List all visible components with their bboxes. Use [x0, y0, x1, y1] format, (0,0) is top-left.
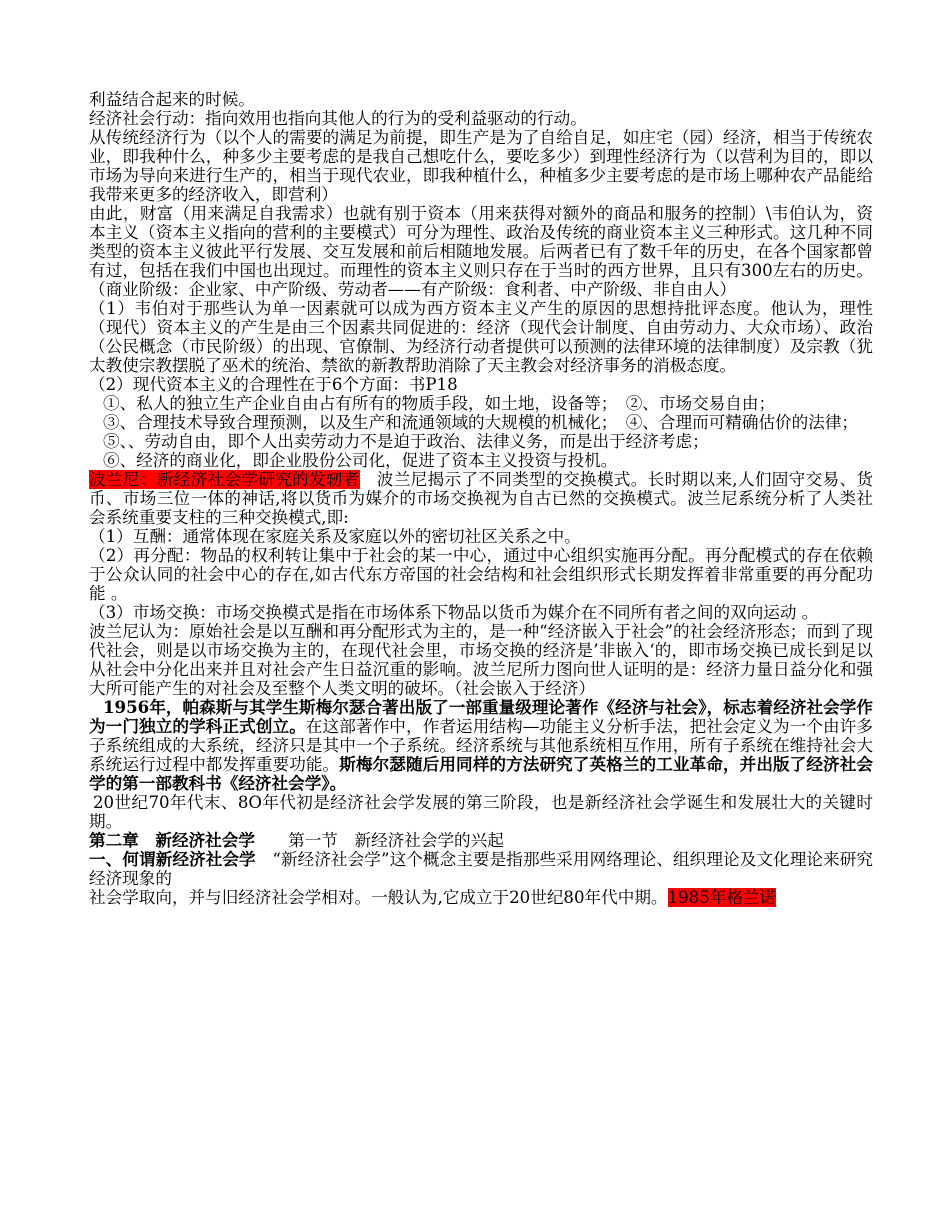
document-page — [89, 90, 873, 907]
paragraph: 经济社会行动：指向效用也指向其他人的行为的受利益驱动的行动。 — [89, 109, 587, 128]
list-item: （2）再分配：物品的权利转让集中于社会的某一中心，通过中心组织实施再分配。再分配模式的存在依赖于公众认同的社会中心的存在,如古代东方帝国的社会结构和社会组织形式长期发挥着非常重要的再分配功能 。 — [89, 546, 873, 603]
paragraph: （2）现代资本主义的合理性在于6个方面：书P18 — [89, 375, 458, 394]
list-item: ⑤、、劳动自由，即个人出卖劳动力不是迫于政治、法律义务，而是出于经济考虑； — [103, 432, 709, 451]
bold-text: 1956年，帕森斯与其学生斯梅尔瑟合著出版了一部重量级理论著作《经济与社会》，标志着经济社会学作为一门独立的学科正式创立。 — [89, 697, 873, 736]
list-item: （1）互酬：通常体现在家庭关系及家庭以外的密切社区关系之中。 — [89, 527, 581, 546]
polanyi-paragraph — [89, 470, 873, 527]
paragraph: 利益结合起来的时候。 — [89, 90, 255, 109]
polanyi-text: 波兰尼揭示了不同类型的交换模式。长时期以来,人们固守交易、货币、市场三位一体的神话,将以货币为媒介的市场交换视为自古已然的交换模式。波兰尼系统分析了人类社会系统重要支柱的三种交换模式,即: — [89, 470, 873, 527]
list-item: （3）市场交换：市场交换模式是指在市场体系下物品以货币为媒介在不同所有者之间的双向运动 。 — [89, 603, 819, 622]
text: 社会学取向，并与旧经济社会学相对。一般认为,它成立于20世纪80年代中期。 — [89, 888, 668, 907]
text: 在这部著作中，作者运用结构—功能主义分析手法，把社会定义为一个由许多子系统组成的大系统，经济只是其中一个子系统。经济系统与其他系统相互作用，所有子系统在维持社会大系统运行过程中都发挥重要功能。 — [89, 717, 873, 774]
parsons-paragraph — [89, 698, 873, 793]
list-item: ①、私人的独立生产企业自由占有所有的物质手段，如土地，设备等； ②、市场交易自由； — [103, 394, 776, 413]
paragraph: 从传统经济行为（以个人的需要的满足为前提，即生产是为了自给自足，如庄宅（园）经济，相当于传统农业，即我种什么，种多少主要考虑的是我自己想吃什么，要吃多少）到理性经济行为（以营利为目的，即以市场为导向来进行生产的，相当于现代农业，即我种植什么，种植多少主要考虑的是市场上哪种农产品能给我带来更多的经济收入，即营利） — [89, 128, 873, 204]
bold-text: 斯梅尔瑟随后用同样的方法研究了英格兰的工业革命，并出版了经济社会学的第一部教科书《经济社会学》。 — [89, 754, 874, 793]
paragraph: （1）韦伯对于那些认为单一因素就可以成为西方资本主义产生的原因的思想持批评态度。他认为，理性（现代）资本主义的产生是由三个因素共同促进的：经济（现代会计制度、自由劳动力、大众市场）、政治（公民概念（市民阶级）的出现、官僚制、为经济行动者提供可以预测的法律环境的法律制度）及宗教（犹太教使宗教摆脱了巫术的统治、禁欲的新教帮助消除了天主教会对经济事务的消极态度。 — [89, 299, 873, 375]
paragraph: 由此，财富（用来满足自我需求）也就有别于资本（用来获得对额外的商品和服务的控制）\韦伯认为，资本主义（资本主义指向的营利的主要模式）可分为理性、政治及传统的商业资本主义三种形式。这几种不同类型的资本主义彼此平行发展、交互发展和前后相随地发展。后两者已有了数千年的历史，在各个国家都曾有过，包括在我们中国也出现过。而理性的资本主义则只存在于当时的西方世界，且只有300左右的历史。（商业阶级：企业家、中产阶级、劳动者——有产阶级：食利者、中产阶级、非自由人） — [89, 204, 873, 299]
highlight: 1985年格兰诺 — [667, 888, 777, 907]
paragraph — [89, 888, 873, 907]
text: “新经济社会学”这个概念主要是指那些采用网络理论、组织理论及文化理论来研究经济现象的 — [89, 850, 874, 888]
paragraph: 20世纪70年代末、8O年代初是经济社会学发展的第三阶段，也是新经济社会学诞生和发展壮大的关键时期。 — [89, 793, 873, 831]
chapter-heading — [89, 831, 873, 850]
heading-paragraph — [89, 850, 873, 888]
list-item: ③、合理技术导致合理预测，以及生产和流通领域的大规模的机械化； ④、合理而可精确估价的法律； — [103, 413, 859, 432]
chapter-title: 第二章 新经济社会学 — [89, 830, 255, 850]
polanyi-highlight: 波兰尼：新经济社会学研究的发轫者 — [89, 470, 360, 489]
heading: 一、何谓新经济社会学 — [89, 849, 256, 869]
section-title: 第一节 新经济社会学的兴起 — [254, 831, 504, 850]
list-item: ⑥、经济的商业化，即企业股份公司化，促进了资本主义投资与投机。 — [103, 451, 618, 470]
paragraph: 波兰尼认为：原始社会是以互酬和再分配形式为主的，是一种“经济嵌入于社会”的社会经济形态；而到了现代社会，则是以市场交换为主的，在现代社会里，市场交换的经济是’非嵌入‘的，即市场交换已成长到足以从社会中分化出来并且对社会产生日益沉重的影响。波兰尼所力图向世人证明的是：经济力量日益分化和强大所可能产生的对社会及至整个人类文明的破坏。（社会嵌入于经济） — [89, 622, 873, 698]
